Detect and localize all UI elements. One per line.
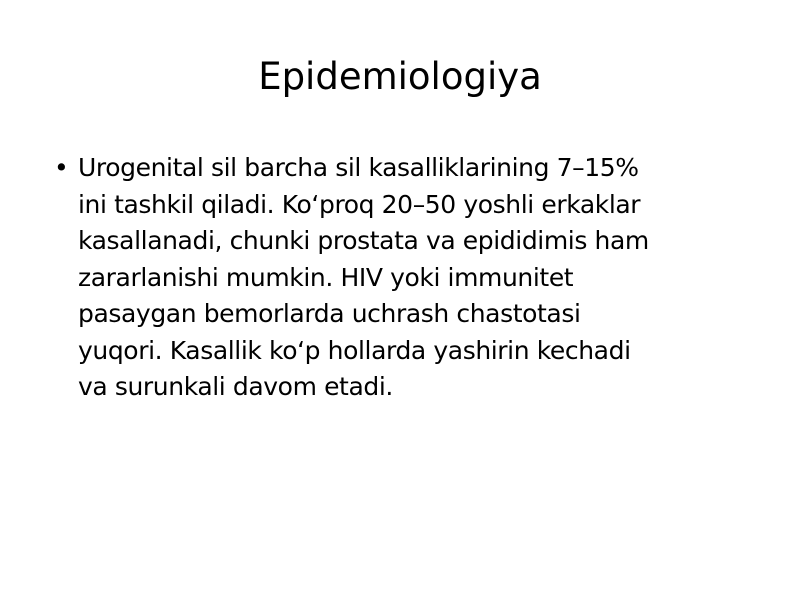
bullet-line: zararlanishi mumkin. HIV yoki immunitet	[78, 262, 574, 292]
bullet-line: Urogenital sil barcha sil kasalliklarining 7–15%	[78, 153, 639, 182]
bullet-line: va surunkali davom etadi.	[78, 372, 393, 401]
slide-title: Epidemiologiya	[258, 55, 542, 98]
bullet-icon: •	[54, 153, 69, 182]
bullet-line: yuqori. Kasallik koʻp hollarda yashirin kechadi	[78, 335, 631, 365]
bullet-line: kasallanadi, chunki prostata va epididimis ham	[78, 226, 649, 255]
bullet-list	[48, 150, 760, 406]
bullet-line: ini tashkil qiladi. Koʻproq 20–50 yoshli erkaklar	[78, 189, 641, 219]
bullet-line: pasaygan bemorlarda uchrash chastotasi	[78, 299, 581, 328]
bullet-item	[48, 150, 760, 406]
